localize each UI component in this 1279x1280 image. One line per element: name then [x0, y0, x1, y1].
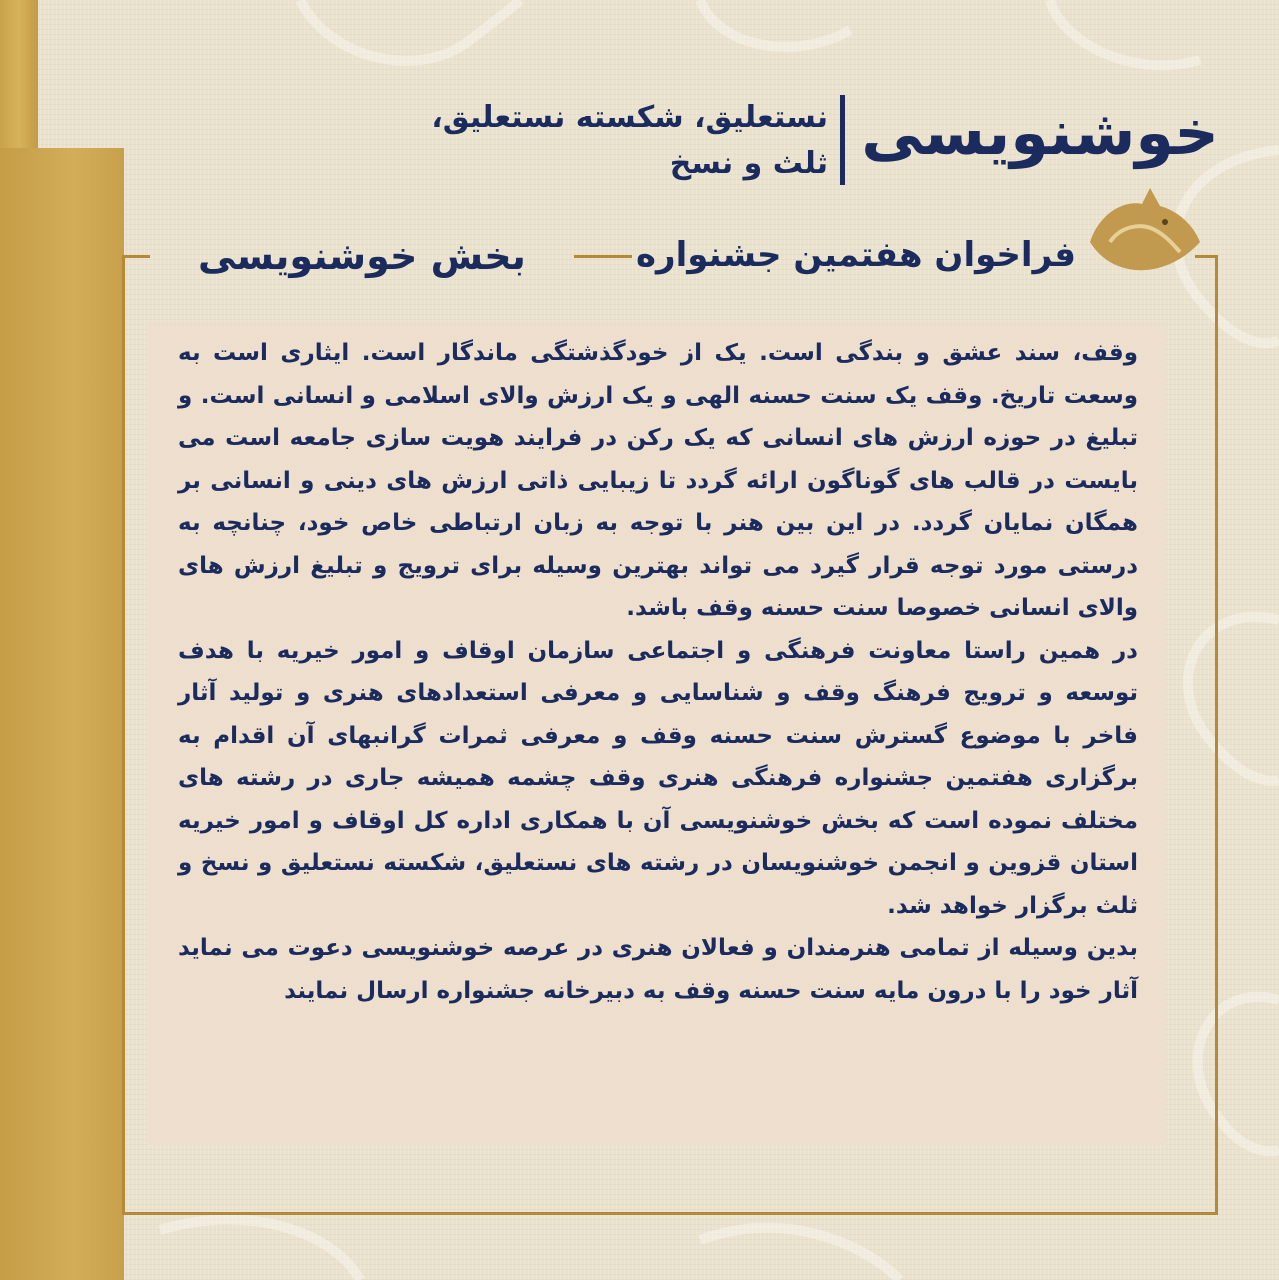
frame-top-segment-middle [574, 255, 632, 258]
decorative-bird-icon [1080, 182, 1205, 282]
paragraph-2: در همین راستا معاونت فرهنگی و اجتماعی سازمان اوقاف و امور خیریه با هدف توسعه و ترویج فرهنگ وقف و شناسایی و معرفی استعدادهای هنری و تولید آثار فاخر با موضوع گسترش سنت حسنه وقف و معرفی ثمرات گرانبهای آن اقدام به برگزاری هفتمین جشنواره فرهنگی هنری وقف چشمه همیشه جاری در رشته های مختلف نموده است که بخش خوشنویسی آن با همکاری اداره کل اوقاف و امور خیریه استان قزوین و انجمن خوشنویسان در رشته های نستعلیق، شکسته نستعلیق و نسخ و ثلث برگزار خواهد شد. [178, 637, 1138, 919]
page-title: خوشنویسی [861, 96, 1219, 169]
call-title: فراخوان هفتمین جشنواره [635, 235, 1076, 275]
frame-top-segment-left [122, 255, 150, 258]
section-title: بخش خوشنویسی [198, 234, 526, 278]
paragraph-3: بدین وسیله از تمامی هنرمندان و فعالان هنری در عرصه خوشنویسی دعوت می نماید آثار خود را با درون مایه سنت حسنه وقف به دبیرخانه جشنواره ارسال نمایند [178, 935, 1138, 1004]
header-subtitle [431, 95, 828, 187]
header-divider [840, 95, 845, 185]
paragraph-1: وقف، سند عشق و بندگی است. یک از خودگذشتگی ماندگار است. ایثاری است به وسعت تاریخ. وقف یک سنت حسنه الهی و یک ارزش والای اسلامی و انسانی است. و تبلیغ در حوزه ارزش های انسانی که یک رکن در فرایند هویت سازی جامعه است می بایست در قالب های گوناگون ارائه گردد تا زیبایی ذاتی ارزش های دینی و انسانی بر همگان نمایان گردد. در این بین هنر با توجه به زبان ارتباطی خاص خود، چنانچه به درستی مورد توجه قرار گیرد می تواند بهترین وسیله برای ترویج و تبلیغ ارزش های والای انسانی خصوصا سنت حسنه وقف باشد. [178, 340, 1138, 621]
gold-side-block [0, 148, 124, 1280]
body-text [178, 332, 1138, 1147]
subtitle-line-2: ثلث و نسخ [669, 146, 828, 181]
subtitle-line-1: نستعلیق، شکسته نستعلیق، [431, 100, 828, 135]
